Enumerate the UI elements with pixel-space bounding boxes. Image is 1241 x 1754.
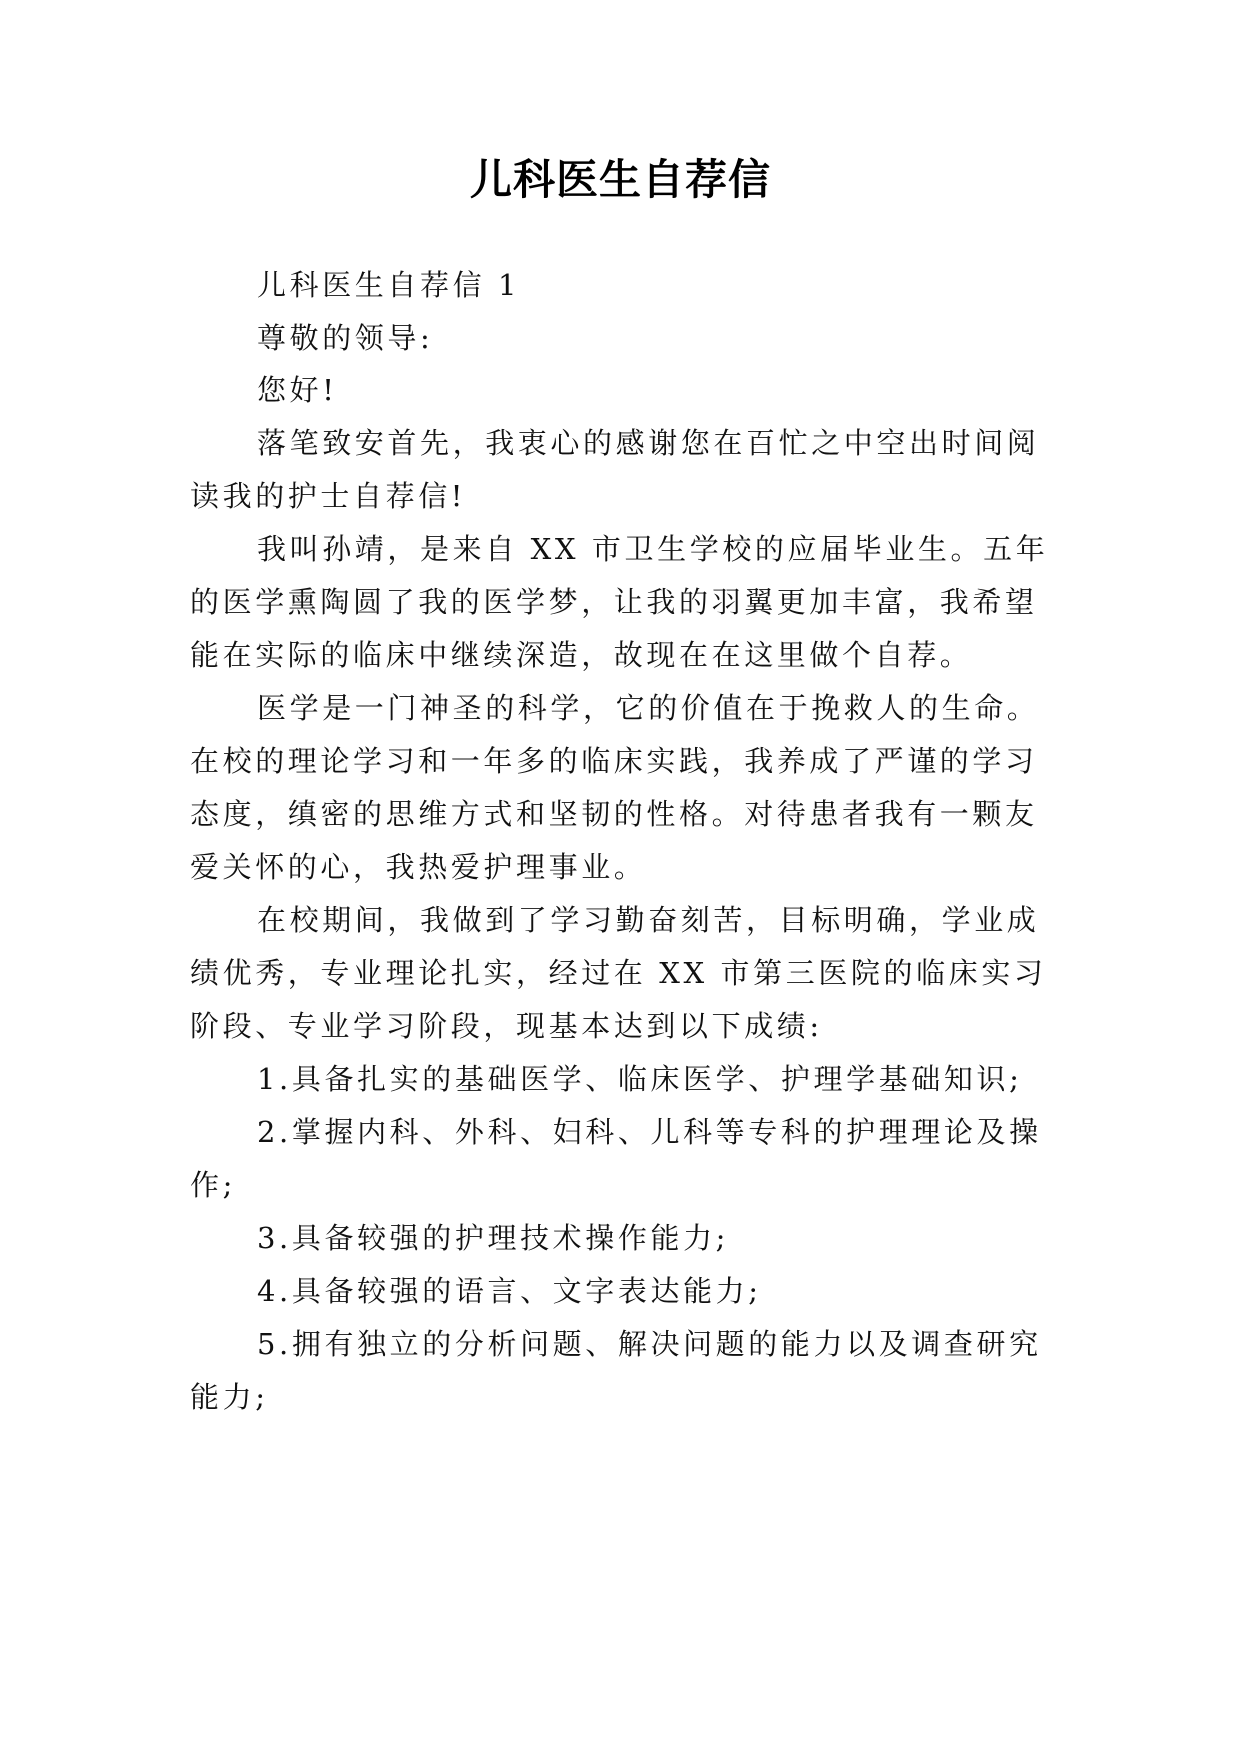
list-item: 3.具备较强的护理技术操作能力; bbox=[257, 1221, 730, 1255]
paragraph-line: 爱关怀的心，我热爱护理事业。 bbox=[190, 850, 647, 884]
list-item: 5.拥有独立的分析问题、解决问题的能力以及调查研究 bbox=[257, 1327, 1042, 1361]
paragraph-line: 我叫孙靖，是来自 XX 市卫生学校的应届毕业生。五年 bbox=[257, 532, 1049, 566]
paragraph-line: 医学是一门神圣的科学，它的价值在于挽救人的生命。 bbox=[257, 691, 1040, 725]
paragraph-line: 读我的护士自荐信! bbox=[190, 479, 467, 513]
list-item: 4.具备较强的语言、文字表达能力; bbox=[257, 1274, 762, 1308]
list-item: 2.掌握内科、外科、妇科、儿科等专科的护理理论及操 bbox=[257, 1115, 1042, 1149]
list-item-continuation: 作; bbox=[190, 1168, 236, 1202]
paragraph-line: 能在实际的临床中继续深造，故现在在这里做个自荐。 bbox=[190, 638, 973, 672]
paragraph-line: 态度，缜密的思维方式和坚韧的性格。对待患者我有一颗友 bbox=[190, 797, 1038, 831]
list-item: 1.具备扎实的基础医学、临床医学、护理学基础知识; bbox=[257, 1062, 1023, 1096]
paragraph-line: 落笔致安首先，我衷心的感谢您在百忙之中空出时间阅 bbox=[257, 426, 1040, 460]
greeting: 您好! bbox=[257, 373, 338, 407]
paragraph-line: 绩优秀，专业理论扎实，经过在 XX 市第三医院的临床实习 bbox=[190, 956, 1047, 990]
paragraph-line: 在校期间，我做到了学习勤奋刻苦，目标明确，学业成 bbox=[257, 903, 1040, 937]
list-item-continuation: 能力; bbox=[190, 1380, 269, 1414]
document-title: 儿科医生自荐信 bbox=[469, 155, 771, 204]
salutation: 尊敬的领导: bbox=[257, 321, 434, 355]
section-heading: 儿科医生自荐信 1 bbox=[257, 268, 521, 302]
paragraph-line: 的医学熏陶圆了我的医学梦，让我的羽翼更加丰富，我希望 bbox=[190, 585, 1038, 619]
paragraph-line: 阶段、专业学习阶段，现基本达到以下成绩: bbox=[190, 1009, 823, 1043]
paragraph-line: 在校的理论学习和一年多的临床实践，我养成了严谨的学习 bbox=[190, 744, 1038, 778]
